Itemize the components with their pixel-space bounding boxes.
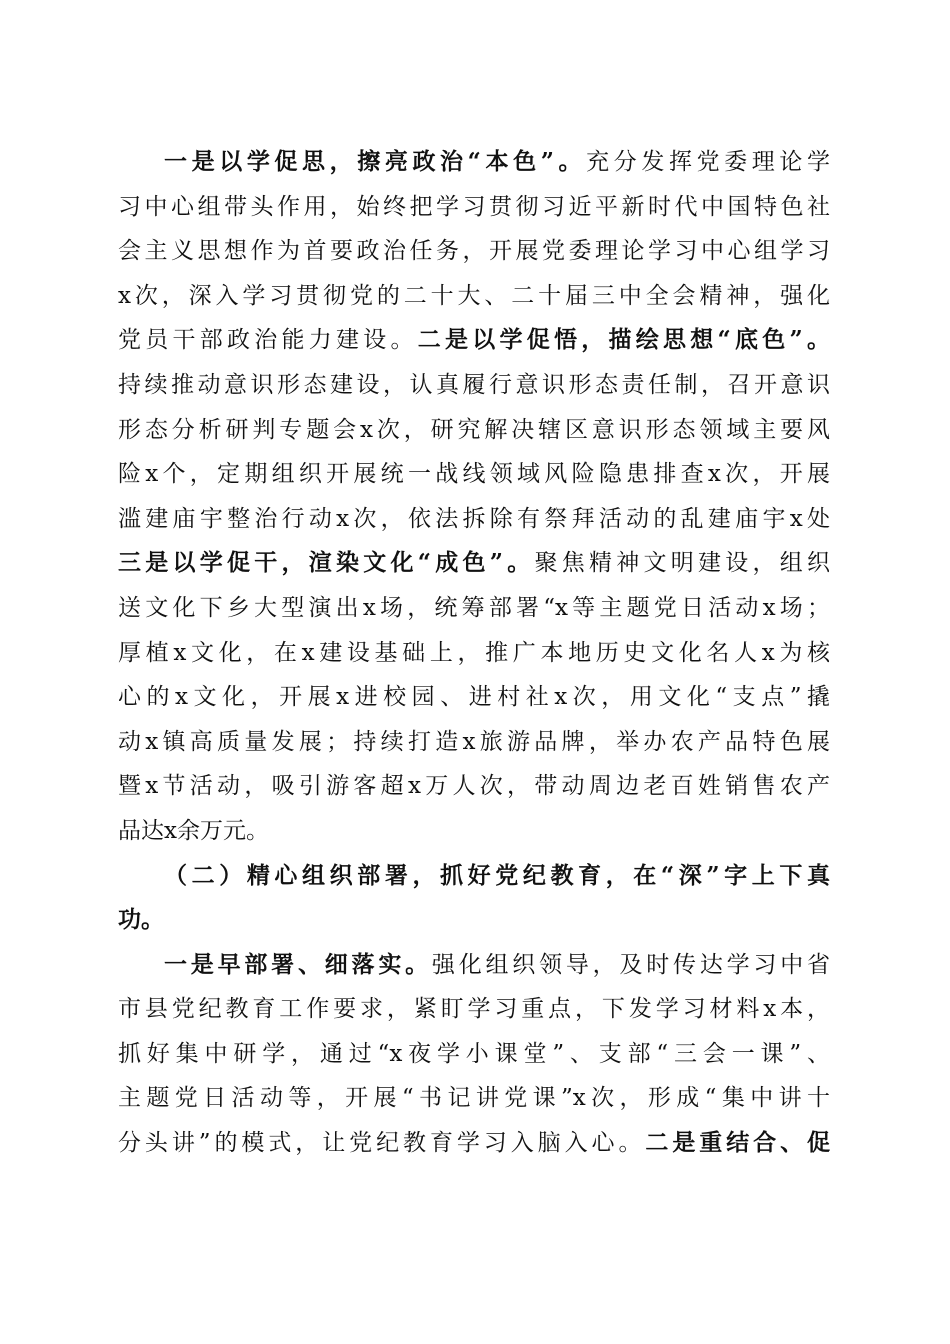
text-line <box>118 497 830 542</box>
text-line <box>118 318 830 363</box>
text-run: 险x个，定期组织开展统一战线领域风险隐患排查x次，开展 <box>118 461 830 488</box>
document-page <box>118 140 830 1166</box>
text-line <box>118 854 830 899</box>
text-run: 会主义思想作为首要政治任务，开展党委理论学习中心组学习 <box>118 238 830 265</box>
heading-run: 三是以学促干，渲染文化“成色”。 <box>118 549 535 577</box>
section-heading <box>118 854 830 943</box>
text-line <box>118 1032 830 1077</box>
text-run: 党员干部政治能力建设。 <box>118 327 418 354</box>
text-run: 持续推动意识形态建设，认真履行意识形态责任制，召开意识 <box>118 371 830 398</box>
text-run: x次，深入学习贯彻党的二十大、二十届三中全会精神，强化 <box>118 282 830 309</box>
heading-run: 二是重结合、促 <box>645 1129 830 1157</box>
heading-run: 二是以学促悟，描绘思想“底色”。 <box>417 326 830 354</box>
text-run: 滥建庙宇整治行动x次，依法拆除有祭拜活动的乱建庙宇x处 <box>118 505 830 532</box>
text-line <box>118 274 830 319</box>
text-run: 分头讲”的模式，让党纪教育学习入脑入心。 <box>118 1130 646 1157</box>
text-run: 强化组织领导，及时传达学习中省 <box>431 951 831 978</box>
heading-run: （二）精心组织部署，抓好党纪教育，在“深”字上下真 <box>164 861 830 889</box>
text-line <box>118 452 830 497</box>
text-line <box>118 943 830 988</box>
text-run: 市县党纪教育工作要求，紧盯学习重点，下发学习材料x本， <box>118 996 830 1023</box>
text-run: 聚焦精神文明建设，组织 <box>534 550 830 577</box>
text-line <box>118 1121 830 1166</box>
text-line <box>118 898 830 943</box>
text-line <box>118 185 830 230</box>
text-line <box>118 229 830 274</box>
text-line <box>118 764 830 809</box>
text-line <box>118 541 830 586</box>
text-run: 抓好集中研学，通过“x夜学小课堂”、支部“三会一课”、 <box>118 1040 830 1067</box>
text-line <box>118 363 830 408</box>
text-line <box>118 140 830 185</box>
text-line <box>118 675 830 720</box>
text-line <box>118 809 830 854</box>
text-run: 品达x余万元。 <box>118 817 269 844</box>
text-run: 习中心组带头作用，始终把学习贯彻习近平新时代中国特色社 <box>118 193 830 220</box>
paragraph-1 <box>118 140 830 854</box>
text-line <box>118 987 830 1032</box>
paragraph-3 <box>118 943 830 1166</box>
text-line <box>118 1076 830 1121</box>
text-run: 送文化下乡大型演出x场，统筹部署“x等主题党日活动x场； <box>118 594 830 621</box>
text-line <box>118 408 830 453</box>
text-line <box>118 631 830 676</box>
text-line <box>118 720 830 765</box>
text-line <box>118 586 830 631</box>
heading-run: 一是早部署、细落实。 <box>164 950 432 978</box>
text-run: 充分发挥党委理论学 <box>586 149 830 175</box>
text-run: 厚植x文化，在x建设基础上，推广本地历史文化名人x为核 <box>118 639 830 666</box>
heading-run: 一是以学促思，擦亮政治“本色”。 <box>164 148 587 175</box>
text-run: 主题党日活动等，开展“书记讲党课”x次，形成“集中讲十 <box>118 1085 830 1112</box>
text-run: 动x镇高质量发展；持续打造x旅游品牌，举办农产品特色展 <box>118 728 830 755</box>
text-run: 暨x节活动，吸引游客超x万人次，带动周边老百姓销售农产 <box>118 773 830 800</box>
heading-run: 功。 <box>118 906 164 934</box>
text-run: 形态分析研判专题会x次，研究解决辖区意识形态领域主要风 <box>118 416 830 443</box>
text-run: 心的x文化，开展x进校园、进村社x次，用文化“支点”撬 <box>118 684 830 711</box>
